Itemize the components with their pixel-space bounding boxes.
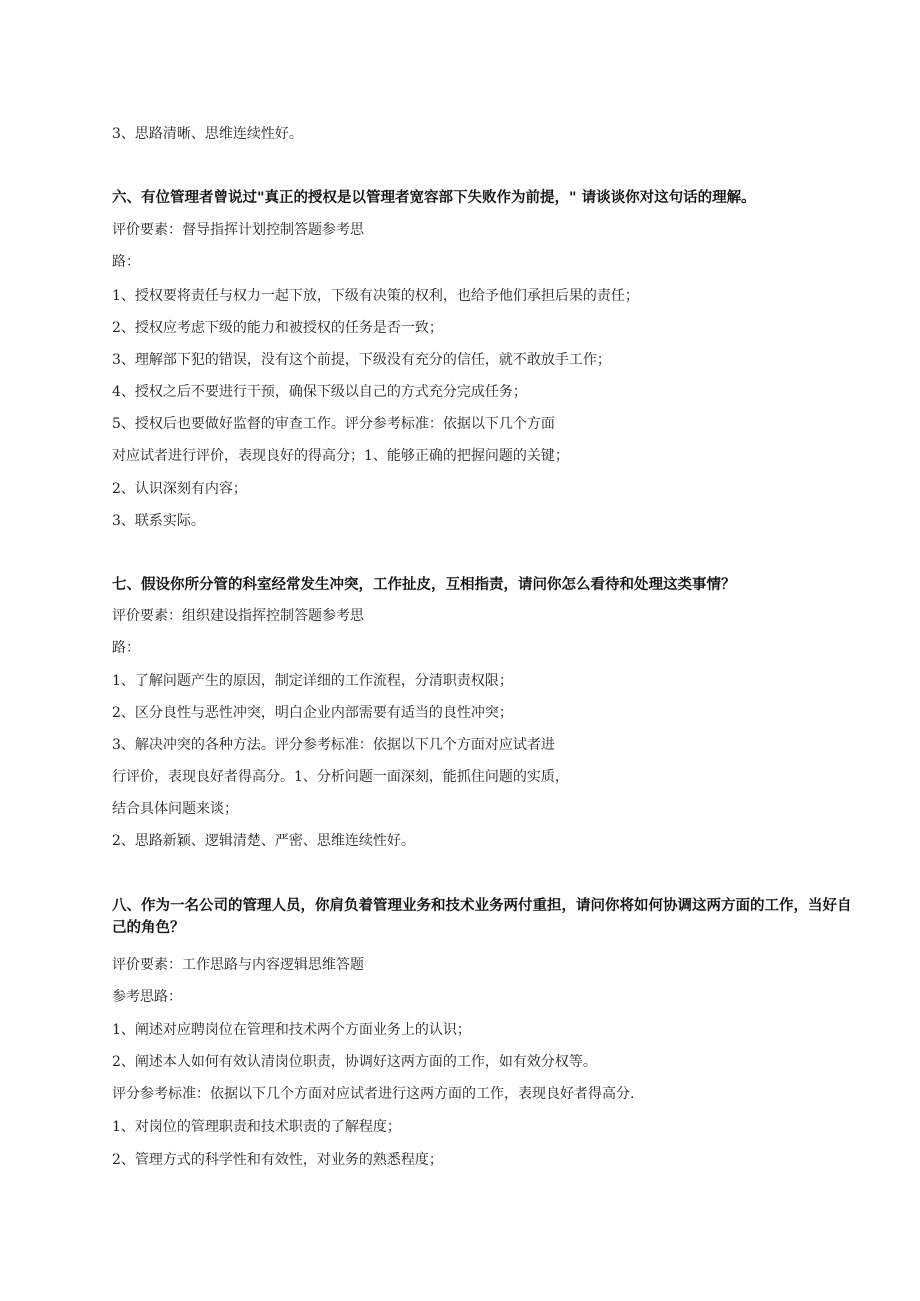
scoring-line: 行评价，表现良好者得高分。1、分析问题一面深刻，能抓住问题的实质， — [112, 769, 569, 785]
reference-label: 路： — [112, 640, 140, 656]
question-6-heading: 六、有位管理者曾说过"真正的授权是以管理者宽容部下失败作为前提，" 请谈谈你对这句话的理解。 — [112, 190, 756, 206]
reference-label: 路： — [112, 254, 140, 270]
answer-line: 1、了解问题产生的原因，制定详细的工作流程，分清职责权限； — [112, 673, 513, 689]
question-8-heading: 八、作为一名公司的管理人员，你肩负着管理业务和技术业务两付重担，请问你将如何协调这两方面的工作，当好自己的角色？ — [112, 898, 852, 936]
answer-line: 1、阐述对应聘岗位在管理和技术两个方面业务上的认识； — [112, 1022, 471, 1038]
answer-line: 2、阐述本人如何有效认清岗位职责，协调好这两方面的工作，如有效分权等。 — [112, 1054, 597, 1070]
answer-line: 2、思路新颖、逻辑清楚、严密、思维连续性好。 — [112, 833, 415, 849]
evaluation-factors: 评价要素：工作思路与内容逻辑思维答题 — [112, 957, 364, 973]
answer-line: 1、授权要将责任与权力一起下放，下级有决策的权利，也给予他们承担后果的责任； — [112, 288, 639, 304]
answer-line: 2、管理方式的科学性和有效性，对业务的熟悉程度； — [112, 1152, 443, 1168]
scoring-line: 评分参考标准：依据以下几个方面对应试者进行这两方面的工作，表现良好者得高分. — [112, 1086, 635, 1102]
reference-label: 参考思路： — [112, 989, 182, 1005]
answer-line: 2、区分良性与恶性冲突，明白企业内部需要有适当的良性冲突； — [112, 705, 513, 721]
question-7-heading: 七、假设你所分管的科室经常发生冲突，工作扯皮，互相指责，请问你怎么看待和处理这类事情？ — [112, 577, 736, 593]
evaluation-factors: 评价要素：组织建设指挥控制答题参考思 — [112, 608, 364, 624]
scoring-line: 对应试者进行评价，表现良好的得高分；1、能够正确的把握问题的关键； — [112, 448, 569, 464]
answer-line: 3、思路清晰、思维连续性好。 — [112, 126, 303, 142]
answer-line: 2、认识深刻有内容； — [112, 481, 247, 497]
answer-line: 3、解决冲突的各种方法。评分参考标准：依据以下几个方面对应试者进 — [112, 737, 555, 753]
answer-line: 5、授权后也要做好监督的审查工作。评分参考标准：依据以下几个方面 — [112, 416, 555, 432]
evaluation-factors: 评价要素：督导指挥计划控制答题参考思 — [112, 222, 364, 238]
answer-line: 4、授权之后不要进行干预，确保下级以自己的方式充分完成任务； — [112, 384, 527, 400]
answer-line: 3、联系实际。 — [112, 513, 205, 529]
answer-line: 结合具体问题来谈； — [112, 801, 238, 817]
answer-line: 3、理解部下犯的错误，没有这个前提，下级没有充分的信任，就不敢放手工作； — [112, 352, 611, 368]
answer-line: 1、对岗位的管理职责和技术职责的了解程度； — [112, 1119, 401, 1135]
answer-line: 2、授权应考虑下级的能力和被授权的任务是否一致； — [112, 320, 443, 336]
